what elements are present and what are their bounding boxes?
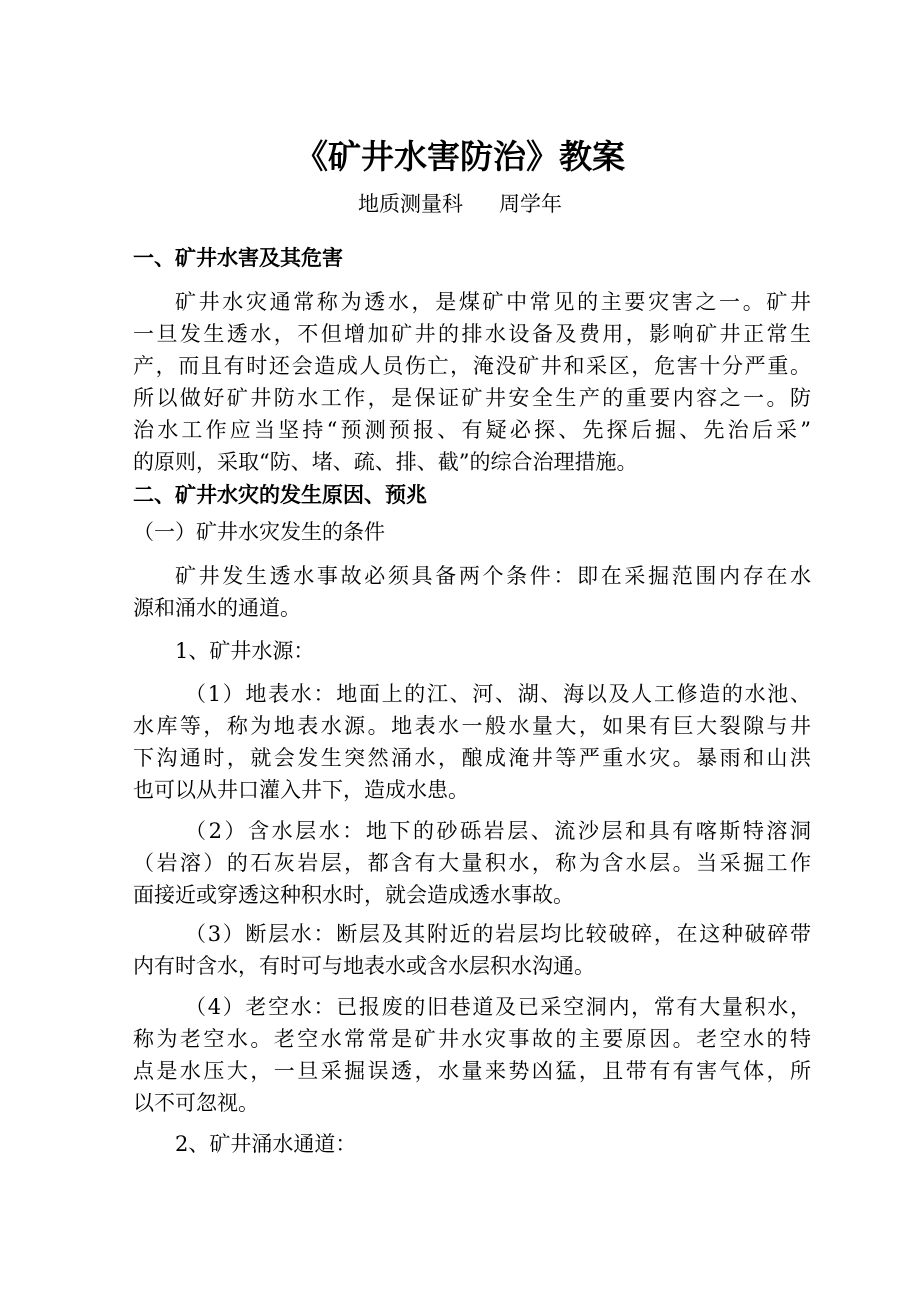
paragraph-line: 下沟通时，就会发生突然涌水，酿成淹井等严重水灾。暴雨和山洪 xyxy=(133,746,811,770)
paragraph-line: 面接近或穿透这种积水时，就会造成透水事故。 xyxy=(133,883,574,907)
subsection-heading: （一）矿井水灾发生的条件 xyxy=(133,520,385,544)
paragraph-line: （1）地表水：地面上的江、河、湖、海以及人工修造的水池、 xyxy=(185,682,811,706)
item-heading: 1、矿井水源： xyxy=(175,639,315,663)
paragraph-line: 所以做好矿井防水工作，是保证矿井安全生产的重要内容之一。防 xyxy=(133,386,811,410)
author-name: 周学年 xyxy=(499,192,562,216)
paragraph-line: 的原则，采取“防、堵、疏、排、截”的综合治理措施。 xyxy=(133,450,638,474)
paragraph-line: 内有时含水，有时可与地表水或含水层积水沟通。 xyxy=(133,954,595,978)
item-heading: 2、矿井涌水通道： xyxy=(175,1132,357,1156)
section-1-heading: 一、矿井水害及其危害 xyxy=(133,245,343,270)
paragraph-line: 以不可忽视。 xyxy=(133,1091,259,1115)
paragraph-line: 治水工作应当坚持“预测预报、有疑必探、先探后掘、先治后采” xyxy=(133,418,811,442)
paragraph-line: 也可以从井口灌入井下，造成水患。 xyxy=(133,778,469,802)
paragraph-line: 矿井水灾通常称为透水，是煤矿中常见的主要灾害之一。矿井 xyxy=(175,290,811,314)
document-title: 《矿井水害防治》教案 xyxy=(295,137,625,176)
paragraph-line: （3）断层水：断层及其附近的岩层均比较破碎，在这种破碎带 xyxy=(185,922,811,946)
section-2-heading: 二、矿井水灾的发生原因、预兆 xyxy=(133,482,427,507)
paragraph-line: （岩溶）的石灰岩层，都含有大量积水，称为含水层。当采掘工作 xyxy=(133,851,811,875)
paragraph-line: 点是水压大，一旦采掘误透，水量来势凶猛，且带有有害气体，所 xyxy=(133,1059,811,1083)
paragraph-line: （2）含水层水：地下的砂砾岩层、流沙层和具有喀斯特溶洞 xyxy=(185,819,811,843)
author-line xyxy=(0,188,920,220)
author-department: 地质测量科 xyxy=(358,192,463,216)
paragraph-line: 水库等，称为地表水源。地表水一般水量大，如果有巨大裂隙与井 xyxy=(133,714,811,738)
paragraph-line: 一旦发生透水，不但增加矿井的排水设备及费用，影响矿井正常生 xyxy=(133,322,811,346)
paragraph-line: （4）老空水：已报废的旧巷道及已采空洞内，常有大量积水， xyxy=(185,995,811,1019)
paragraph-line: 称为老空水。老空水常常是矿井水灾事故的主要原因。老空水的特 xyxy=(133,1027,811,1051)
paragraph-line: 源和涌水的通道。 xyxy=(133,596,301,620)
paragraph-line: 矿井发生透水事故必须具备两个条件：即在采掘范围内存在水 xyxy=(175,564,811,588)
paragraph-line: 产，而且有时还会造成人员伤亡，淹没矿井和采区，危害十分严重。 xyxy=(133,354,811,378)
